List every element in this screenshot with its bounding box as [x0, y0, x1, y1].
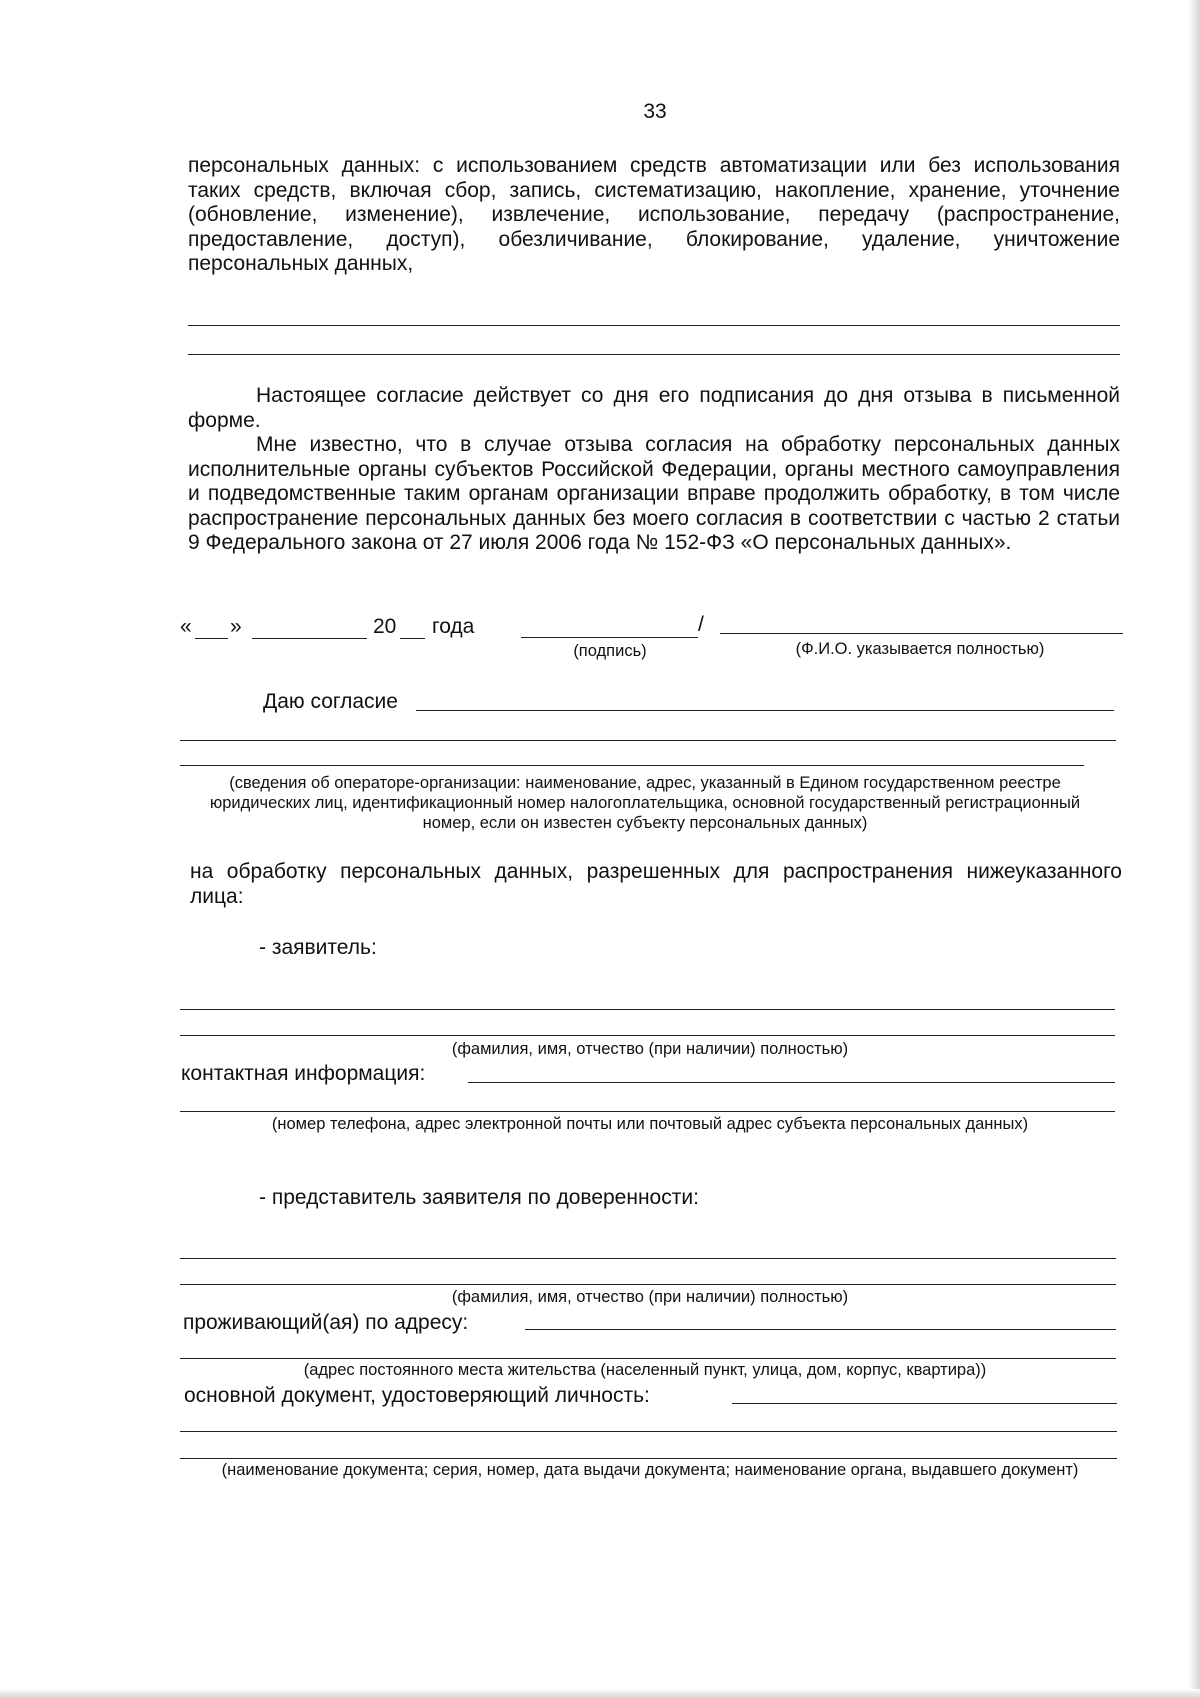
document-field[interactable]: [732, 1403, 1117, 1404]
address-field[interactable]: [525, 1329, 1116, 1330]
operator-caption: (сведения об операторе-организации: наименование, адрес, указанный в Едином государственном реестре юридических лиц, идентификационный номер налогоплательщика, основной государственный регистрационный номер, если он известен субъекту персональных данных): [209, 774, 1081, 832]
representative-name-caption: (фамилия, имя, отчество (при наличии) полностью): [451, 1288, 849, 1306]
date-close-quote: »: [230, 615, 242, 638]
contact-caption: (номер телефона, адрес электронной почты или почтовый адрес субъекта персональных данных): [271, 1115, 1029, 1133]
representative-name-field-line-2[interactable]: [180, 1284, 1116, 1285]
document-field-line-3[interactable]: [180, 1458, 1117, 1459]
fio-field[interactable]: [720, 633, 1123, 634]
applicant-name-caption: (фамилия, имя, отчество (при наличии) полностью): [451, 1040, 849, 1058]
representative-label: - представитель заявителя по доверенности:: [259, 1186, 699, 1209]
blank-line: [188, 325, 1120, 326]
validity-paragraph: Настоящее согласие действует со дня его подписания до дня отзыва в письменной форме.: [188, 384, 1120, 432]
signature-caption: (подпись): [573, 642, 647, 660]
page-number: 33: [643, 100, 667, 123]
fio-caption: (Ф.И.О. указывается полностью): [795, 640, 1045, 658]
date-open-quote: «: [180, 615, 192, 638]
page-edge-shadow: [1188, 0, 1200, 1697]
consent-label: Даю согласие: [263, 690, 398, 713]
signature-field[interactable]: [521, 637, 698, 638]
contact-label: контактная информация:: [181, 1062, 426, 1085]
year-prefix: 20: [373, 615, 397, 638]
representative-name-field[interactable]: [180, 1258, 1116, 1259]
document-caption: (наименование документа; серия, номер, дата выдачи документа; наименование органа, выдавшего документ): [221, 1461, 1079, 1479]
applicant-name-field[interactable]: [180, 1009, 1115, 1010]
applicant-label: - заявитель:: [259, 936, 377, 959]
operator-field[interactable]: [416, 710, 1114, 711]
address-label: проживающий(ая) по адресу:: [183, 1311, 469, 1334]
processing-paragraph: на обработку персональных данных, разрешенных для распространения нижеуказанного лица:: [190, 860, 1122, 908]
withdrawal-paragraph: Мне известно, что в случае отзыва согласия на обработку персональных данных исполнительные органы субъектов Российской Федерации, органы местного самоуправления и подведомственные таким органам организации вправе продолжить обработку, в том числе распространение персональных данных без моего согласия в соответствии с частью 2 статьи 9 Федерального закона от 27 июля 2006 года № 152-ФЗ «О персональных данных».: [188, 433, 1120, 554]
document-label: основной документ, удостоверяющий личность:: [184, 1384, 650, 1407]
month-field[interactable]: [252, 638, 367, 639]
applicant-name-field-line-2[interactable]: [180, 1035, 1115, 1036]
contact-field-line-2[interactable]: [180, 1111, 1115, 1112]
year-word: года: [432, 615, 475, 638]
address-caption: (адрес постоянного места жительства (населенный пункт, улица, дом, корпус, квартира)): [303, 1361, 987, 1379]
year-field[interactable]: [400, 638, 425, 639]
page-edge-shadow-bottom: [0, 1689, 1200, 1697]
signature-slash: /: [698, 613, 704, 636]
address-field-line-2[interactable]: [180, 1358, 1116, 1359]
document-field-line-2[interactable]: [180, 1431, 1117, 1432]
operator-field-line-3[interactable]: [180, 765, 1084, 766]
intro-paragraph: персональных данных: с использованием средств автоматизации или без использования таких средств, включая сбор, запись, систематизацию, накопление, хранение, уточнение (обновление, изменение), извлечение, использование, передачу (распространение, предоставление, доступ), обезличивание, блокирование, удаление, уничтожение персональных данных,: [188, 154, 1120, 275]
blank-line: [188, 354, 1120, 355]
operator-field-line-2[interactable]: [180, 740, 1116, 741]
day-field[interactable]: [195, 638, 228, 639]
contact-field[interactable]: [468, 1082, 1115, 1083]
